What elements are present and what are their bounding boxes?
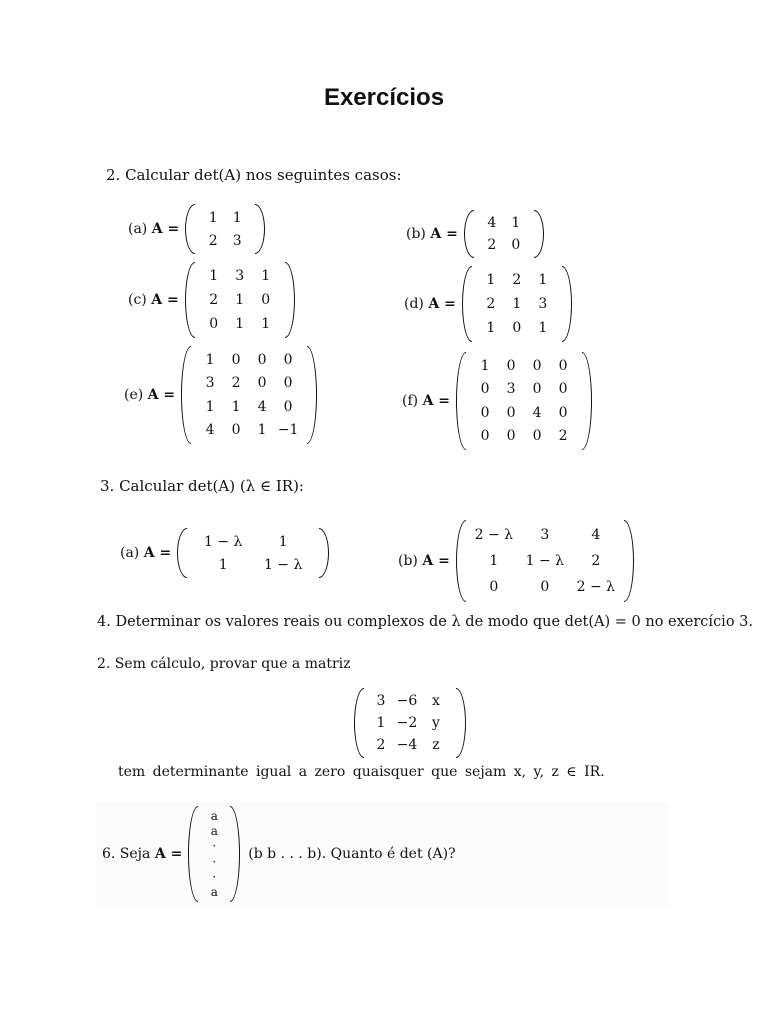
matrix-label: (c) A =	[128, 292, 179, 308]
matrix-label: (e) A =	[124, 387, 176, 403]
exercise-5-text: tem determinante igual a zero quaisquer que sejam x, y, z ∈ IR.	[118, 764, 605, 780]
exercise-2-heading: 2. Calcular det(A) nos seguintes casos:	[106, 166, 402, 184]
matrix-3a: (a) A = 1 − λ 1 1 1 − λ	[120, 528, 329, 578]
matrix-label: (a) A =	[128, 221, 180, 237]
matrix-label: (a) A =	[120, 545, 172, 561]
matrix-label: (b) A =	[406, 226, 458, 242]
matrix-label: (d) A =	[404, 296, 456, 312]
exercise-5-heading: 2. Sem cálculo, provar que a matriz	[97, 656, 351, 672]
matrix-label: 6. Seja A =	[102, 846, 183, 862]
matrix-5: 3 −6 x 1 −2 y 2 −4 z	[354, 688, 466, 758]
matrix-2c: (c) A = 1 3 1 2 1 0 0 1 1	[128, 262, 295, 338]
matrix-2e: (e) A = 1 0 0 0 3 2 0 0 1 1 4 0 4 0 1 −1	[124, 346, 317, 444]
exercise-3-heading: 3. Calcular det(A) (λ ∈ IR):	[100, 477, 304, 495]
matrix-2a: (a) A = 1 1 2 3	[128, 204, 265, 254]
matrix-6: 6. Seja A = a a · · · a (b b . . . b). Quanto é det (A)?	[102, 806, 456, 902]
exercise-4-text: 4. Determinar os valores reais ou complexos de λ de modo que det(A) = 0 no exercício 3.	[97, 614, 753, 630]
matrix-3b: (b) A = 2 − λ 3 4 1 1 − λ 2 0 0 2 − λ	[398, 520, 634, 602]
matrix-2d: (d) A = 1 2 1 2 1 3 1 0 1	[404, 266, 572, 342]
matrix-2b: (b) A = 4 1 2 0	[406, 210, 544, 258]
page-title: Exercícios	[323, 84, 445, 111]
matrix-label: (b) A =	[398, 553, 450, 569]
matrix-label: (f) A =	[402, 393, 451, 409]
matrix-2f: (f) A = 1 0 0 0 0 3 0 0 0 0 4 0 0 0 0 2	[402, 352, 592, 450]
exercise-6-suffix: (b b . . . b). Quanto é det (A)?	[248, 846, 456, 862]
